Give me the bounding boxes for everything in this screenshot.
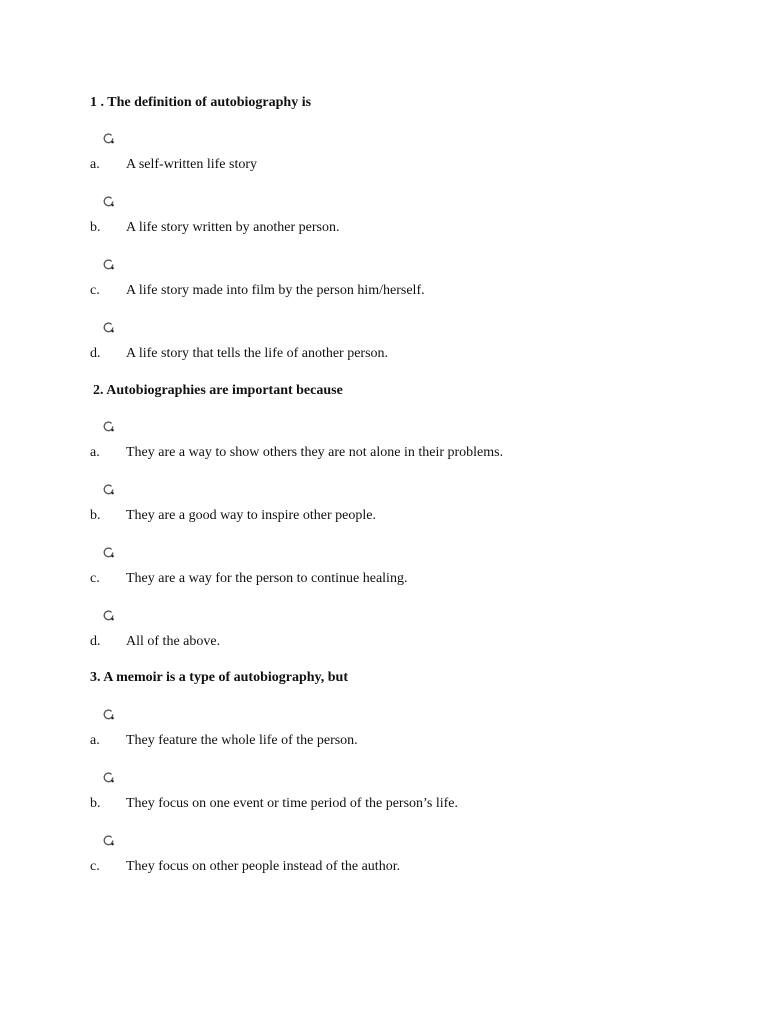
option-text: They are a way for the person to continue healing. (126, 571, 408, 586)
radio-circle-icon (103, 547, 114, 558)
option-text: They are a way to show others they are not alone in their problems. (126, 445, 504, 460)
radio-circle-icon (103, 322, 114, 333)
radio-circle-icon (103, 709, 114, 720)
question-3-title: 3. A memoir is a type of autobiography, but (90, 670, 348, 685)
radio-button-q3-b[interactable] (103, 772, 114, 783)
question-2-title: 2. Autobiographies are important because (93, 383, 343, 398)
radio-circle-icon (103, 421, 114, 432)
radio-circle-icon (103, 196, 114, 207)
option-letter: a. (90, 445, 100, 460)
option-letter: b. (90, 220, 101, 235)
option-letter: c. (90, 859, 100, 874)
radio-circle-icon (103, 610, 114, 621)
radio-circle-icon (103, 835, 114, 846)
option-letter: c. (90, 283, 100, 298)
option-text: They focus on other people instead of the author. (126, 859, 401, 874)
option-text: They feature the whole life of the person. (126, 733, 358, 748)
radio-button-q3-a[interactable] (103, 709, 114, 720)
option-letter: b. (90, 508, 101, 523)
radio-button-q2-a[interactable] (103, 421, 114, 432)
radio-circle-icon (103, 772, 114, 783)
option-letter: c. (90, 571, 100, 586)
option-letter: d. (90, 346, 101, 361)
radio-circle-icon (103, 484, 114, 495)
radio-circle-icon (103, 133, 114, 144)
option-text: They focus on one event or time period of the person’s life. (126, 796, 459, 811)
option-text: A life story made into film by the person him/herself. (126, 283, 425, 298)
radio-circle-icon (103, 259, 114, 270)
radio-button-q1-d[interactable] (103, 322, 114, 333)
option-letter: a. (90, 733, 100, 748)
question-1-title: 1 . The definition of autobiography is (90, 95, 312, 110)
radio-button-q2-d[interactable] (103, 610, 114, 621)
option-letter: b. (90, 796, 101, 811)
radio-button-q1-c[interactable] (103, 259, 114, 270)
option-letter: a. (90, 157, 100, 172)
radio-button-q1-b[interactable] (103, 196, 114, 207)
radio-button-q1-a[interactable] (103, 133, 114, 144)
radio-button-q2-c[interactable] (103, 547, 114, 558)
option-text: A life story written by another person. (126, 220, 340, 235)
radio-button-q2-b[interactable] (103, 484, 114, 495)
option-text: A self-written life story (126, 157, 258, 172)
option-text: A life story that tells the life of another person. (126, 346, 389, 361)
option-text: All of the above. (126, 634, 221, 649)
radio-button-q3-c[interactable] (103, 835, 114, 846)
option-letter: d. (90, 634, 101, 649)
option-text: They are a good way to inspire other people. (126, 508, 376, 523)
